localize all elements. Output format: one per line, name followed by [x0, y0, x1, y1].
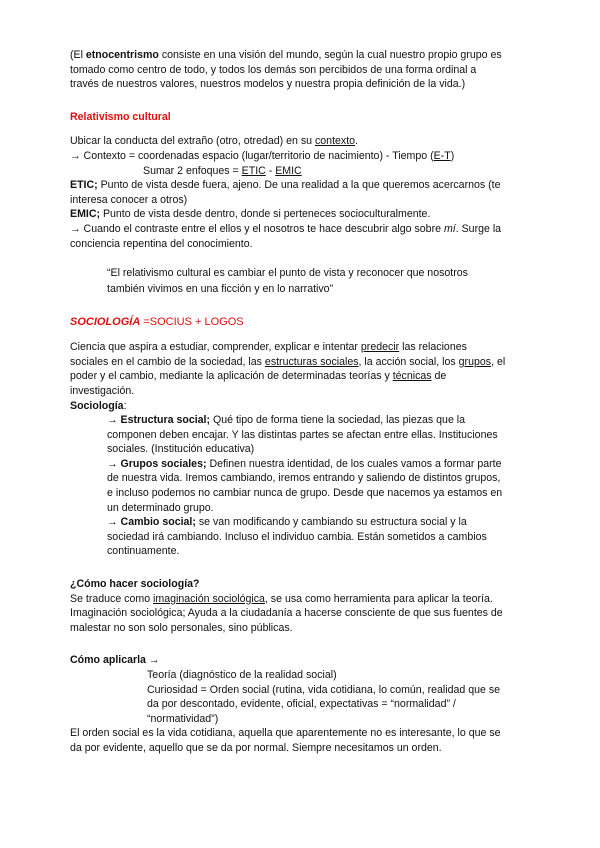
- relativismo-line: Ubicar la conducta del extraño (otro, otredad) en su contexto.: [70, 135, 358, 148]
- sociologia-title: SOCIOLOGÍA =SOCIUS + LOGOS: [70, 316, 244, 329]
- intro-paragraph: [70, 48, 530, 92]
- list-item-cambio: → Cambio social; se van modificando y cambiando su estructura social y la sociedad irá cambiando. Incluso el individuo cambia. Están sometidos a cambios continuamente.: [107, 516, 487, 558]
- contraste-line-cont: conciencia repentina del conocimiento.: [70, 237, 253, 250]
- sociologia-def-line: investigación.: [70, 384, 135, 397]
- intro-line: tomado como centro de todo, y todos los demás son percibidos de una forma ordinal a: [70, 63, 477, 76]
- como-hacer-heading: ¿Cómo hacer sociología?: [70, 578, 200, 591]
- curiosidad-line: da por descontado, evidente, oficial, expectativas = “normalidad” /: [147, 698, 456, 711]
- list-item-estructura: → Estructura social; Qué tipo de forma tiene la sociedad, las piezas que la componen deben encajar. Y las distintas partes se afectan entre ellas. Instituciones sociales. (Institución educativa): [107, 414, 498, 456]
- contraste-line: → Cuando el contraste entre el ellos y el nosotros te hace descubrir algo sobre mí. Surge la: [70, 222, 502, 235]
- orden-line: El orden social es la vida cotidiana, aquella que aparentemente no es interesante, lo que se: [70, 727, 501, 740]
- teoria-line: Teoría (diagnóstico de la realidad social): [147, 669, 337, 681]
- sociologia-def-line: Ciencia que aspira a estudiar, comprender, explicar e intentar predecir las relaciones: [70, 341, 467, 354]
- list-item-grupos: → Grupos sociales; Definen nuestra identidad, de los cuales vamos a formar parte de nuestra vida. Iremos cambiando, iremos entrando y saliendo de distintos grupos, e incluso podemos no cambiar nunca de grupo. Desde que nacemos ya estamos en un determinado grupo.: [107, 457, 503, 514]
- curiosidad-line: “normatividad”): [147, 712, 219, 725]
- enfoques-line: Sumar 2 enfoques = ETIC - EMIC: [143, 164, 302, 177]
- sociologia-label: Sociología:: [70, 399, 127, 412]
- quote-line: “El relativismo cultural es cambiar el punto de vista y reconocer que nosotros: [107, 267, 468, 280]
- quote-line: también vivimos en una ficción y en lo narrativo”: [107, 283, 334, 296]
- orden-line: da por evidente, aquello que se da por normal. Siempre necesitamos un orden.: [70, 741, 442, 754]
- como-aplicar-heading: Cómo aplicarla →: [70, 654, 160, 667]
- etic-line: ETIC; Punto de vista desde fuera, ajeno. De una realidad a la que queremos acercarnos (te: [70, 179, 501, 192]
- como-hacer-line: Se traduce como imaginación sociológica, se usa como herramienta para aplicar la teoría.: [70, 592, 493, 605]
- etic-line-cont: interesa conocer a otros): [70, 193, 188, 206]
- sociologia-list: [70, 413, 530, 559]
- sociologia-def-line: sociales en el cambio de la sociedad, las estructuras sociales, la acción social, los grupos, el: [70, 355, 506, 368]
- intro-line: través de nuestros valores, nuestros modelos y nuestra propia definición de la vida.): [70, 78, 466, 91]
- etnocentrismo-term: etnocentrismo: [85, 49, 159, 61]
- sociologia-def-line: poder y el cambio, mediante la aplicación de determinadas teorías y técnicas de: [70, 370, 447, 383]
- como-hacer-line: Imaginación sociológica; Ayuda a la ciudadanía a hacerse consciente de que sus fuentes de: [70, 607, 503, 620]
- curiosidad-line: Curiosidad = Orden social (rutina, vida cotidiana, lo común, realidad que se: [147, 683, 501, 696]
- relativismo-heading: Relativismo cultural: [70, 110, 171, 123]
- intro-line: (El etnocentrismo consiste en una visión del mundo, según la cual nuestro propio grupo es: [70, 49, 502, 61]
- contexto-line: → Contexto = coordenadas espacio (lugar/territorio de nacimiento) - Tiempo (E-T): [70, 149, 455, 162]
- emic-line: EMIC; Punto de vista desde dentro, donde si perteneces socioculturalmente.: [70, 208, 431, 221]
- como-hacer-line: malestar no son solo personales, sino públicas.: [70, 621, 293, 634]
